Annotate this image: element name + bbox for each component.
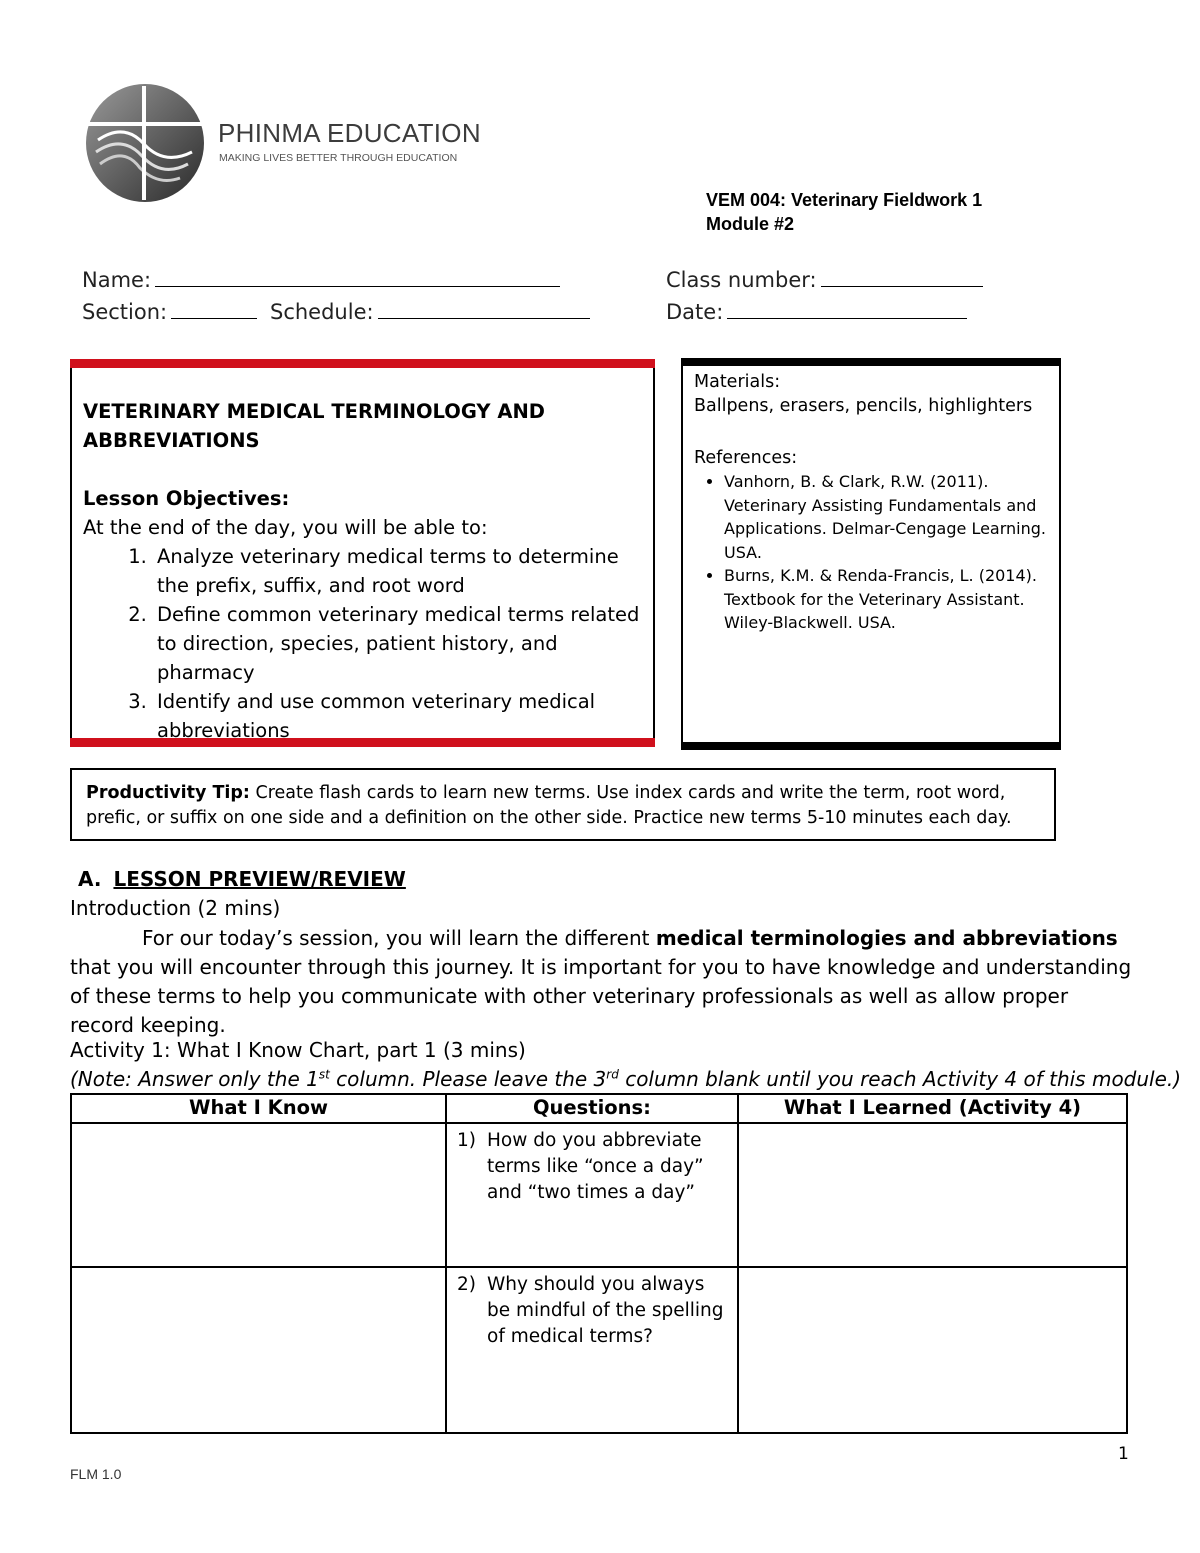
schedule-label: Schedule: [270,300,374,324]
section-a-title: LESSON PREVIEW/REVIEW [113,867,406,891]
chart-header-row [71,1094,1127,1123]
name-blank[interactable] [155,268,560,287]
answer-cell-know[interactable] [71,1123,446,1267]
logo-tagline: MAKING LIVES BETTER THROUGH EDUCATION [219,152,458,164]
activity-heading: Activity 1: What I Know Chart, part 1 (3 mins) [70,1038,526,1062]
col-header-questions: Questions: [446,1094,738,1123]
logo-title: PHINMA EDUCATION [218,118,481,148]
introduction-paragraph [70,924,1135,1040]
note-part: column. Please leave the 3 [329,1067,607,1091]
page-number: 1 [1118,1444,1129,1464]
objectives-heading: Lesson Objectives: [83,487,290,510]
objective-item: 3. Identify and use common veterinary medical abbreviations [153,687,645,745]
form-code: FLM 1.0 [70,1466,122,1482]
intro-text-1: For our today’s session, you will learn the different [142,926,656,950]
question-text: How do you abbreviate terms like “once a day” and “two times a day” [487,1130,704,1203]
phinma-globe-icon [84,82,206,204]
objective-item: 1. Analyze veterinary medical terms to determine the prefix, suffix, and root word [153,542,645,600]
table-row [71,1123,1127,1267]
table-row [71,1267,1127,1433]
question-text: Why should you always be mindful of the spelling of medical terms? [487,1274,724,1347]
note-sup: rd [606,1067,619,1082]
name-label: Name: [82,268,152,292]
intro-bold-text: medical terminologies and abbreviations [655,926,1118,950]
question-cell [446,1123,738,1267]
question-number: 1) [457,1130,477,1151]
top-red-bar [70,359,655,368]
section-label: Section: [82,300,168,324]
answer-cell-know[interactable] [71,1267,446,1433]
reference-item: • Vanhorn, B. & Clark, R.W. (2011). Veterinary Assisting Fundamentals and Applications. Delmar-Cengage Learning. USA. [724,470,1051,564]
answer-cell-learned[interactable] [738,1123,1127,1267]
lesson-title-line2: ABBREVIATIONS [83,429,260,452]
section-blank[interactable] [171,300,257,319]
tip-label: Productivity Tip: [86,783,250,803]
date-field[interactable] [666,300,967,324]
bottom-black-bar [681,742,1061,750]
name-field[interactable] [82,268,560,292]
tip-text: Create flash cards to learn new terms. Use index cards and write the term, root word, prefic, or suffix on one side and a definition on the other side. Practice new terms 5-10 minutes each day. [86,783,1012,828]
col-header-what-i-know: What I Know [71,1094,446,1123]
intro-text-2: that you will encounter through this journey. It is important for you to have knowledge and understanding of these terms to help you communicate with other veterinary professionals as well as allow proper record keeping. [70,955,1132,1037]
col-header-what-i-learned: What I Learned (Activity 4) [738,1094,1127,1123]
phinma-logo [84,80,484,205]
introduction-heading: Introduction (2 mins) [70,896,281,920]
date-blank[interactable] [727,300,967,319]
materials-heading: Materials: [694,372,781,392]
class-number-field[interactable] [666,268,983,292]
schedule-blank[interactable] [378,300,590,319]
section-a-letter: A. [78,867,102,891]
date-label: Date: [666,300,724,324]
schedule-field[interactable] [270,300,590,324]
materials-box [681,358,1061,750]
activity-note [70,1067,1181,1091]
lesson-title-line1: VETERINARY MEDICAL TERMINOLOGY AND [83,400,545,423]
what-i-know-chart [70,1093,1128,1434]
materials-list: Ballpens, erasers, pencils, highlighters [694,396,1033,416]
top-black-bar [681,358,1061,366]
objective-item: 2. Define common veterinary medical terms related to direction, species, patient history, and pharmacy [153,600,645,687]
section-a-heading [78,867,406,891]
course-title: VEM 004: Veterinary Fieldwork 1 [706,190,983,210]
reference-item: • Burns, K.M. & Renda-Francis, L. (2014). Textbook for the Veterinary Assistant. Wiley-Blackwell. USA. [724,564,1051,635]
answer-cell-learned[interactable] [738,1267,1127,1433]
note-part: column blank until you reach Activity 4 of this module.) [618,1067,1182,1091]
section-field[interactable] [82,300,257,324]
productivity-tip-box [70,768,1056,841]
references-heading: References: [694,448,798,468]
references-list [694,470,1051,635]
objectives-intro: At the end of the day, you will be able to: [83,516,488,539]
course-heading [706,188,982,236]
module-number: Module #2 [706,214,795,234]
class-number-label: Class number: [666,268,817,292]
note-sup: st [318,1067,330,1082]
note-part: (Note: Answer only the 1 [70,1067,319,1091]
question-number: 2) [457,1274,477,1295]
class-number-blank[interactable] [821,268,983,287]
objectives-list [83,542,645,745]
lesson-objectives-box [70,359,655,747]
question-cell [446,1267,738,1433]
